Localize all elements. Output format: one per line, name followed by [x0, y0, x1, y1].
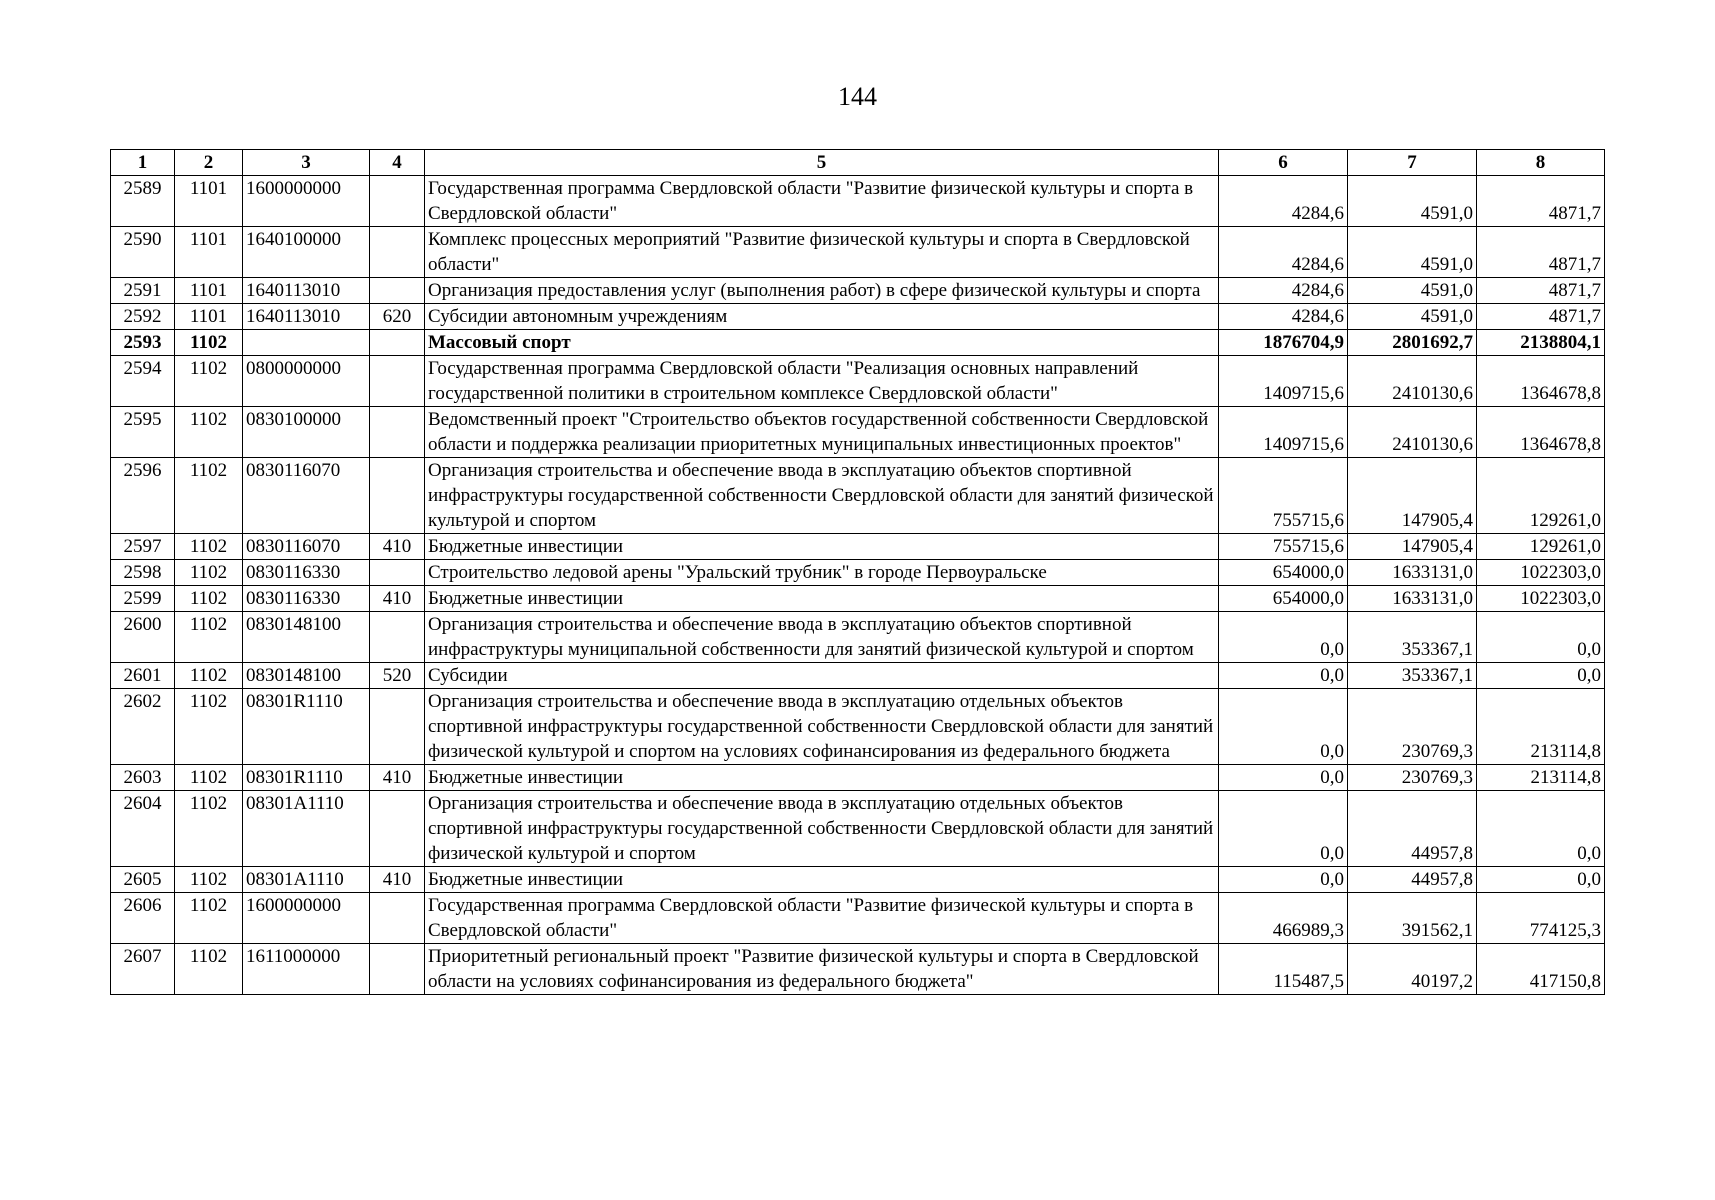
- target-article-cell: 0830116330: [243, 560, 370, 586]
- amount-col6-cell: 1409715,6: [1219, 356, 1348, 407]
- table-row: [111, 534, 1605, 560]
- row-number-cell: 2596: [111, 458, 175, 534]
- amount-col6-cell: 4284,6: [1219, 176, 1348, 227]
- target-article-cell: [243, 330, 370, 356]
- item-name-cell: Ведомственный проект "Строительство объектов государственной собственности Свердловской области и поддержка реализации приоритетных муниципальных инвестиционных проектов": [425, 407, 1219, 458]
- expense-type-cell: 410: [370, 765, 425, 791]
- amount-col8-cell: 0,0: [1477, 867, 1605, 893]
- row-number-cell: 2591: [111, 278, 175, 304]
- amount-col6-cell: 0,0: [1219, 765, 1348, 791]
- row-number-cell: 2600: [111, 612, 175, 663]
- section-code-cell: 1102: [175, 689, 243, 765]
- amount-col8-cell: 1022303,0: [1477, 560, 1605, 586]
- item-name-cell: Бюджетные инвестиции: [425, 586, 1219, 612]
- expense-type-cell: [370, 227, 425, 278]
- expense-type-cell: [370, 407, 425, 458]
- column-header: 6: [1219, 150, 1348, 176]
- table-row: [111, 407, 1605, 458]
- column-header: 3: [243, 150, 370, 176]
- amount-col6-cell: 0,0: [1219, 689, 1348, 765]
- item-name-cell: Организация предоставления услуг (выполнения работ) в сфере физической культуры и спорта: [425, 278, 1219, 304]
- column-header: 5: [425, 150, 1219, 176]
- table-row: [111, 791, 1605, 867]
- amount-col7-cell: 4591,0: [1348, 304, 1477, 330]
- section-code-cell: 1102: [175, 893, 243, 944]
- item-name-cell: Организация строительства и обеспечение ввода в эксплуатацию отдельных объектов спортивной инфраструктуры государственной собственности Свердловской области для занятий физической культурой и спортом на условиях софинансирования из федерального бюджета: [425, 689, 1219, 765]
- target-article-cell: 0830116070: [243, 534, 370, 560]
- table-body: [111, 176, 1605, 995]
- amount-col8-cell: 0,0: [1477, 612, 1605, 663]
- column-header: 8: [1477, 150, 1605, 176]
- target-article-cell: 0830148100: [243, 663, 370, 689]
- row-number-cell: 2606: [111, 893, 175, 944]
- amount-col8-cell: 4871,7: [1477, 304, 1605, 330]
- row-number-cell: 2595: [111, 407, 175, 458]
- section-code-cell: 1101: [175, 304, 243, 330]
- table-row: [111, 227, 1605, 278]
- target-article-cell: 0830148100: [243, 612, 370, 663]
- expense-type-cell: [370, 356, 425, 407]
- expense-type-cell: 520: [370, 663, 425, 689]
- section-code-cell: 1102: [175, 586, 243, 612]
- amount-col6-cell: 654000,0: [1219, 586, 1348, 612]
- section-code-cell: 1101: [175, 278, 243, 304]
- section-code-cell: 1102: [175, 407, 243, 458]
- item-name-cell: Организация строительства и обеспечение ввода в эксплуатацию объектов спортивной инфраструктуры муниципальной собственности для занятий физической культурой и спортом: [425, 612, 1219, 663]
- section-code-cell: 1102: [175, 765, 243, 791]
- page-number: 144: [838, 82, 877, 111]
- amount-col6-cell: 0,0: [1219, 867, 1348, 893]
- table-header: [111, 150, 1605, 176]
- amount-col8-cell: 1022303,0: [1477, 586, 1605, 612]
- row-number-cell: 2589: [111, 176, 175, 227]
- expense-type-cell: [370, 176, 425, 227]
- amount-col7-cell: 2410130,6: [1348, 407, 1477, 458]
- section-code-cell: 1102: [175, 458, 243, 534]
- target-article-cell: 0800000000: [243, 356, 370, 407]
- target-article-cell: 0830116330: [243, 586, 370, 612]
- amount-col7-cell: 44957,8: [1348, 791, 1477, 867]
- amount-col7-cell: 2801692,7: [1348, 330, 1477, 356]
- expense-type-cell: 620: [370, 304, 425, 330]
- amount-col6-cell: 115487,5: [1219, 944, 1348, 995]
- table-row: [111, 278, 1605, 304]
- row-number-cell: 2607: [111, 944, 175, 995]
- column-header: 1: [111, 150, 175, 176]
- column-header: 7: [1348, 150, 1477, 176]
- section-code-cell: 1102: [175, 330, 243, 356]
- expense-type-cell: [370, 893, 425, 944]
- amount-col7-cell: 4591,0: [1348, 278, 1477, 304]
- amount-col6-cell: 0,0: [1219, 791, 1348, 867]
- table-row: [111, 663, 1605, 689]
- amount-col6-cell: 4284,6: [1219, 227, 1348, 278]
- amount-col6-cell: 654000,0: [1219, 560, 1348, 586]
- section-code-cell: 1102: [175, 356, 243, 407]
- target-article-cell: 1640113010: [243, 278, 370, 304]
- item-name-cell: Организация строительства и обеспечение ввода в эксплуатацию отдельных объектов спортивной инфраструктуры государственной собственности Свердловской области для занятий физической культурой и спортом: [425, 791, 1219, 867]
- row-number-cell: 2601: [111, 663, 175, 689]
- amount-col7-cell: 1633131,0: [1348, 560, 1477, 586]
- amount-col8-cell: 2138804,1: [1477, 330, 1605, 356]
- table-row: [111, 586, 1605, 612]
- table-row: [111, 458, 1605, 534]
- target-article-cell: 1600000000: [243, 176, 370, 227]
- item-name-cell: Государственная программа Свердловской области "Реализация основных направлений государственной политики в строительном комплексе Свердловской области": [425, 356, 1219, 407]
- row-number-cell: 2592: [111, 304, 175, 330]
- expense-type-cell: [370, 330, 425, 356]
- amount-col8-cell: 213114,8: [1477, 765, 1605, 791]
- section-code-cell: 1102: [175, 534, 243, 560]
- table-row: [111, 893, 1605, 944]
- table-row: [111, 765, 1605, 791]
- item-name-cell: Массовый спорт: [425, 330, 1219, 356]
- expense-type-cell: 410: [370, 534, 425, 560]
- target-article-cell: 0830100000: [243, 407, 370, 458]
- section-code-cell: 1102: [175, 560, 243, 586]
- item-name-cell: Бюджетные инвестиции: [425, 534, 1219, 560]
- item-name-cell: Государственная программа Свердловской области "Развитие физической культуры и спорта в Свердловской области": [425, 176, 1219, 227]
- amount-col7-cell: 147905,4: [1348, 534, 1477, 560]
- table-row: [111, 867, 1605, 893]
- amount-col7-cell: 230769,3: [1348, 689, 1477, 765]
- amount-col6-cell: 4284,6: [1219, 278, 1348, 304]
- item-name-cell: Бюджетные инвестиции: [425, 867, 1219, 893]
- amount-col8-cell: 774125,3: [1477, 893, 1605, 944]
- expense-type-cell: [370, 612, 425, 663]
- column-header: 2: [175, 150, 243, 176]
- row-number-cell: 2590: [111, 227, 175, 278]
- amount-col7-cell: 147905,4: [1348, 458, 1477, 534]
- amount-col8-cell: 4871,7: [1477, 176, 1605, 227]
- amount-col7-cell: 4591,0: [1348, 176, 1477, 227]
- amount-col8-cell: 129261,0: [1477, 534, 1605, 560]
- amount-col8-cell: 4871,7: [1477, 227, 1605, 278]
- expense-type-cell: [370, 689, 425, 765]
- amount-col6-cell: 1409715,6: [1219, 407, 1348, 458]
- amount-col7-cell: 391562,1: [1348, 893, 1477, 944]
- item-name-cell: Строительство ледовой арены "Уральский трубник" в городе Первоуральске: [425, 560, 1219, 586]
- target-article-cell: 1600000000: [243, 893, 370, 944]
- amount-col8-cell: 0,0: [1477, 791, 1605, 867]
- target-article-cell: 1640113010: [243, 304, 370, 330]
- expense-type-cell: 410: [370, 867, 425, 893]
- expense-type-cell: [370, 560, 425, 586]
- section-code-cell: 1102: [175, 867, 243, 893]
- amount-col7-cell: 1633131,0: [1348, 586, 1477, 612]
- amount-col8-cell: 213114,8: [1477, 689, 1605, 765]
- amount-col7-cell: 2410130,6: [1348, 356, 1477, 407]
- section-code-cell: 1101: [175, 176, 243, 227]
- item-name-cell: Субсидии: [425, 663, 1219, 689]
- expense-type-cell: [370, 944, 425, 995]
- section-code-cell: 1102: [175, 663, 243, 689]
- expense-type-cell: [370, 791, 425, 867]
- table-row: [111, 176, 1605, 227]
- table-row: [111, 330, 1605, 356]
- item-name-cell: Субсидии автономным учреждениям: [425, 304, 1219, 330]
- target-article-cell: 0830116070: [243, 458, 370, 534]
- row-number-cell: 2599: [111, 586, 175, 612]
- budget-table: [110, 149, 1605, 995]
- target-article-cell: 1611000000: [243, 944, 370, 995]
- amount-col6-cell: 755715,6: [1219, 534, 1348, 560]
- table-row: [111, 560, 1605, 586]
- section-code-cell: 1102: [175, 612, 243, 663]
- item-name-cell: Приоритетный региональный проект "Развитие физической культуры и спорта в Свердловской области на условиях софинансирования из федерального бюджета": [425, 944, 1219, 995]
- item-name-cell: Комплекс процессных мероприятий "Развитие физической культуры и спорта в Свердловской области": [425, 227, 1219, 278]
- amount-col7-cell: 353367,1: [1348, 612, 1477, 663]
- amount-col6-cell: 4284,6: [1219, 304, 1348, 330]
- amount-col8-cell: 4871,7: [1477, 278, 1605, 304]
- amount-col7-cell: 353367,1: [1348, 663, 1477, 689]
- table-row: [111, 356, 1605, 407]
- row-number-cell: 2594: [111, 356, 175, 407]
- amount-col7-cell: 4591,0: [1348, 227, 1477, 278]
- amount-col7-cell: 44957,8: [1348, 867, 1477, 893]
- row-number-cell: 2605: [111, 867, 175, 893]
- target-article-cell: 08301A1110: [243, 791, 370, 867]
- expense-type-cell: [370, 278, 425, 304]
- amount-col8-cell: 0,0: [1477, 663, 1605, 689]
- table-row: [111, 612, 1605, 663]
- amount-col8-cell: 129261,0: [1477, 458, 1605, 534]
- amount-col7-cell: 40197,2: [1348, 944, 1477, 995]
- expense-type-cell: [370, 458, 425, 534]
- item-name-cell: Бюджетные инвестиции: [425, 765, 1219, 791]
- amount-col6-cell: 0,0: [1219, 663, 1348, 689]
- row-number-cell: 2602: [111, 689, 175, 765]
- amount-col6-cell: 1876704,9: [1219, 330, 1348, 356]
- section-code-cell: 1102: [175, 791, 243, 867]
- item-name-cell: Государственная программа Свердловской области "Развитие физической культуры и спорта в Свердловской области": [425, 893, 1219, 944]
- row-number-cell: 2603: [111, 765, 175, 791]
- section-code-cell: 1101: [175, 227, 243, 278]
- expense-type-cell: 410: [370, 586, 425, 612]
- column-header: 4: [370, 150, 425, 176]
- target-article-cell: 08301R1110: [243, 689, 370, 765]
- amount-col6-cell: 466989,3: [1219, 893, 1348, 944]
- amount-col8-cell: 1364678,8: [1477, 407, 1605, 458]
- table-row: [111, 689, 1605, 765]
- amount-col7-cell: 230769,3: [1348, 765, 1477, 791]
- section-code-cell: 1102: [175, 944, 243, 995]
- row-number-cell: 2597: [111, 534, 175, 560]
- target-article-cell: 1640100000: [243, 227, 370, 278]
- table-row: [111, 944, 1605, 995]
- target-article-cell: 08301A1110: [243, 867, 370, 893]
- amount-col6-cell: 0,0: [1219, 612, 1348, 663]
- amount-col8-cell: 417150,8: [1477, 944, 1605, 995]
- item-name-cell: Организация строительства и обеспечение ввода в эксплуатацию объектов спортивной инфраструктуры государственной собственности Свердловской области для занятий физической культурой и спортом: [425, 458, 1219, 534]
- row-number-cell: 2604: [111, 791, 175, 867]
- amount-col8-cell: 1364678,8: [1477, 356, 1605, 407]
- target-article-cell: 08301R1110: [243, 765, 370, 791]
- row-number-cell: 2598: [111, 560, 175, 586]
- row-number-cell: 2593: [111, 330, 175, 356]
- amount-col6-cell: 755715,6: [1219, 458, 1348, 534]
- table-row: [111, 304, 1605, 330]
